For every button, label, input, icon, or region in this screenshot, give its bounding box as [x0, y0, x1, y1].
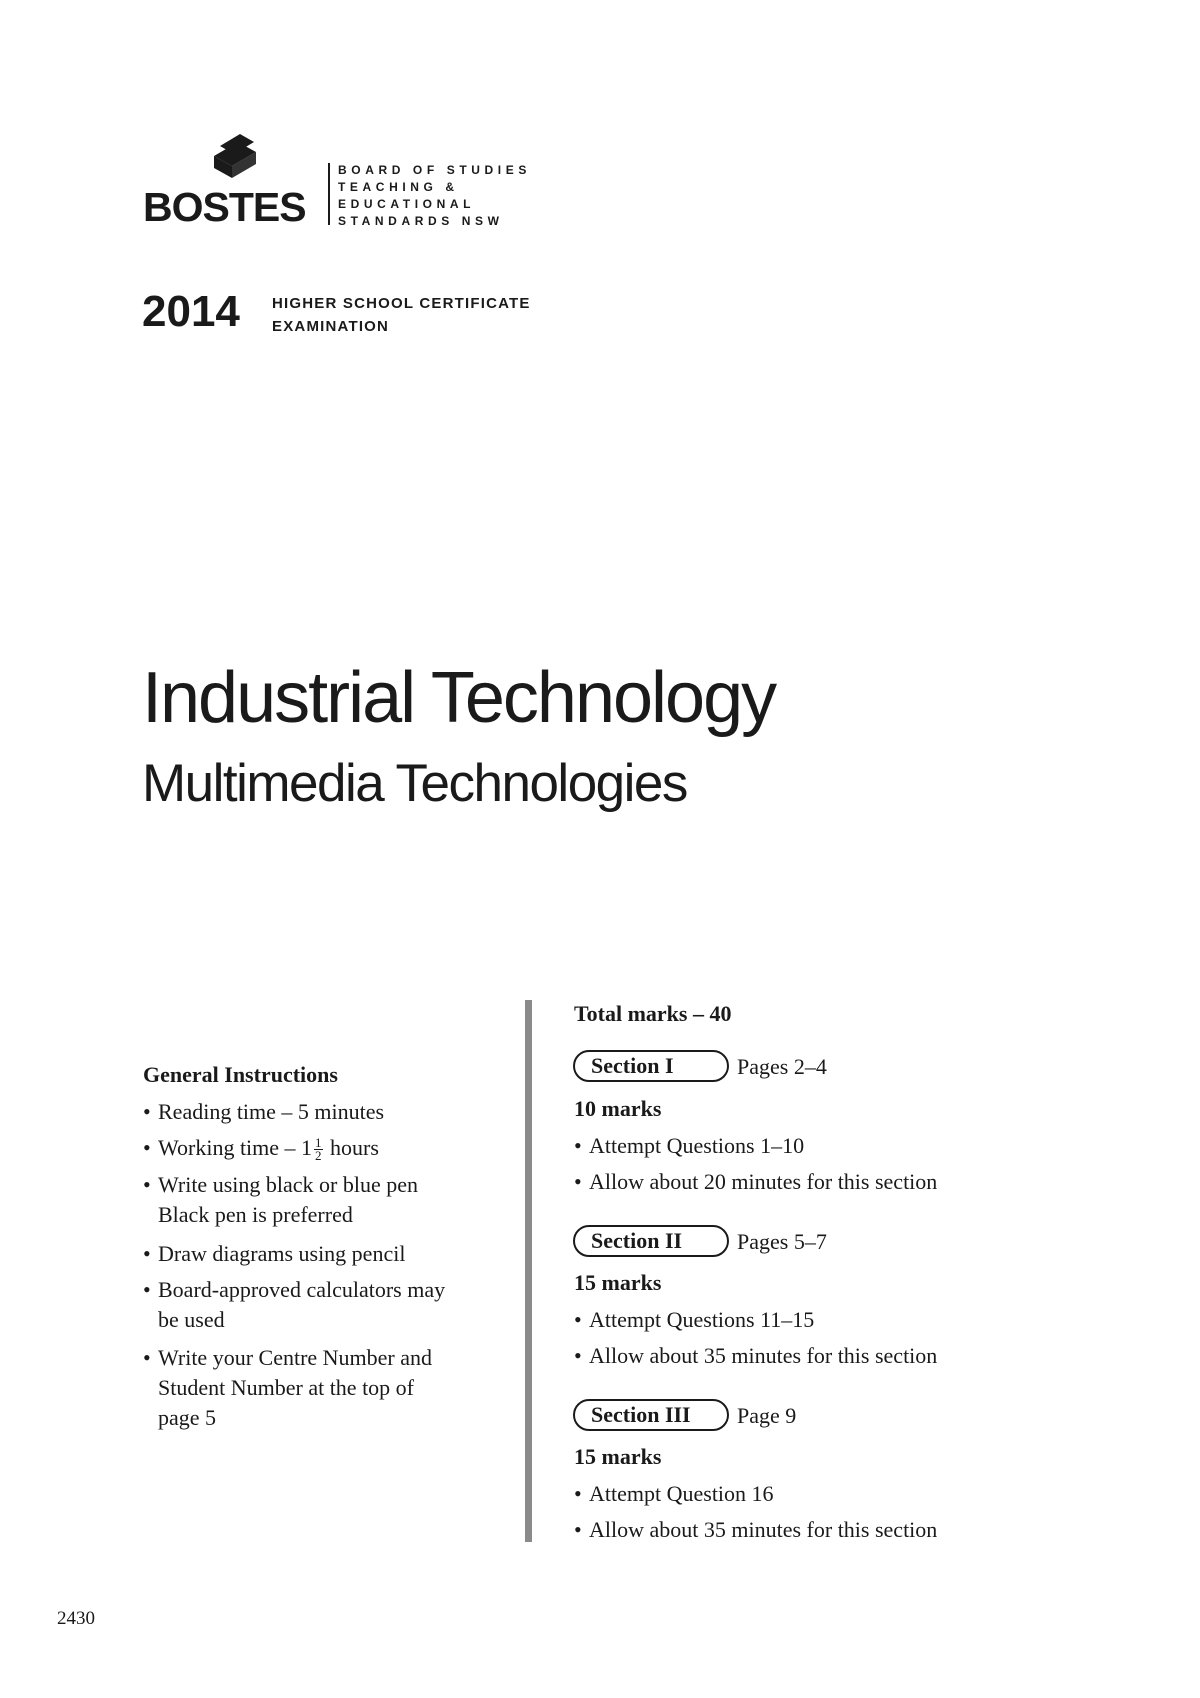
instruction-text: Working time – 1 — [158, 1135, 313, 1160]
instruction-item: • Write using black or blue pen Black pen is preferred — [143, 1172, 418, 1227]
section-item: • Allow about 20 minutes for this section — [574, 1169, 938, 1194]
logo-org-name — [338, 162, 531, 230]
instruction-item: • Reading time – 5 minutes — [143, 1099, 385, 1124]
exam-name-line: EXAMINATION — [272, 318, 390, 335]
section-label: Section I — [573, 1050, 729, 1082]
instruction-text: hours — [330, 1135, 379, 1160]
section-label: Section II — [573, 1225, 729, 1257]
instruction-text: Reading time – 5 minutes — [158, 1099, 385, 1124]
section-item-text: Attempt Questions 1–10 — [589, 1133, 805, 1158]
instruction-text: Black pen is preferred — [158, 1202, 353, 1227]
instruction-item: • Write your Centre Number and Student Number at the top of page 5 — [143, 1345, 433, 1430]
instruction-item: • Draw diagrams using pencil — [143, 1241, 406, 1266]
instruction-text: page 5 — [158, 1405, 217, 1430]
logo-org-line: STANDARDS NSW — [338, 214, 504, 228]
section-pages: Pages 5–7 — [737, 1229, 827, 1254]
instruction-text: Draw diagrams using pencil — [158, 1241, 406, 1266]
total-marks: Total marks – 40 — [574, 1001, 732, 1026]
section-pages: Page 9 — [737, 1403, 797, 1428]
section-label: Section III — [573, 1399, 729, 1431]
logo-org-line: EDUCATIONAL — [338, 197, 476, 211]
section-item: • Allow about 35 minutes for this section — [574, 1343, 938, 1368]
section-marks: 15 marks — [574, 1444, 662, 1469]
section-item: • Attempt Questions 1–10 — [574, 1133, 805, 1158]
instruction-text: Student Number at the top of — [158, 1375, 415, 1400]
instruction-text: Write your Centre Number and — [158, 1345, 433, 1370]
instruction-item: • Working time – 1 $\frac{1}{2}$ hours — [143, 1135, 379, 1164]
instruction-item: • Board-approved calculators may be used — [143, 1277, 446, 1332]
instruction-text: Board-approved calculators may — [158, 1277, 446, 1302]
section-item: • Attempt Question 16 — [574, 1481, 774, 1506]
section-item: • Allow about 35 minutes for this section — [574, 1517, 938, 1542]
exam-name-line: HIGHER SCHOOL CERTIFICATE — [272, 295, 531, 312]
exam-name — [272, 292, 531, 338]
logo-org-line: BOARD OF STUDIES — [338, 163, 531, 177]
section-marks: 10 marks — [574, 1096, 662, 1121]
section-item: • Attempt Questions 11–15 — [574, 1307, 815, 1332]
section-pages: Pages 2–4 — [737, 1054, 827, 1079]
section-item-text: Allow about 20 minutes for this section — [589, 1169, 938, 1194]
instruction-text: Write using black or blue pen — [158, 1172, 418, 1197]
bostes-logo-icon — [206, 134, 262, 184]
section-item-text: Allow about 35 minutes for this section — [589, 1517, 938, 1542]
instruction-text: be used — [158, 1307, 225, 1332]
general-instructions-heading: General Instructions — [143, 1062, 338, 1087]
page-title: Industrial Technology — [142, 658, 776, 738]
logo-wordmark: BOSTES — [143, 184, 306, 230]
page-subtitle: Multimedia Technologies — [142, 754, 687, 813]
section-item-text: Attempt Question 16 — [589, 1481, 774, 1506]
logo-divider — [328, 163, 330, 225]
logo-org-line: TEACHING & — [338, 180, 459, 194]
section-item-text: Attempt Questions 11–15 — [589, 1307, 815, 1332]
fraction: $\frac{1}{2}$ — [315, 1135, 322, 1164]
section-marks: 15 marks — [574, 1270, 662, 1295]
paper-code: 2430 — [57, 1608, 95, 1629]
section-item-text: Allow about 35 minutes for this section — [589, 1343, 938, 1368]
column-divider — [525, 1000, 532, 1542]
exam-year: 2014 — [142, 287, 240, 336]
